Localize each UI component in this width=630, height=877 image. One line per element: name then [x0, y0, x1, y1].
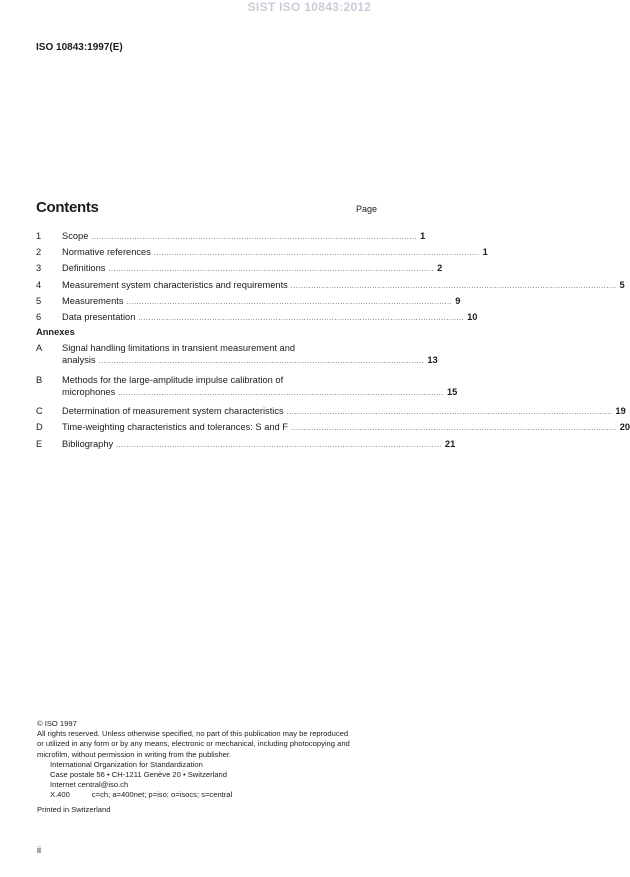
- annex-entry-e[interactable]: [36, 437, 456, 453]
- toc-entry-number: D: [36, 422, 43, 433]
- printed-in: Printed in Switzerland: [37, 804, 111, 814]
- page-folio: ii: [37, 845, 41, 855]
- table-of-contents: [36, 229, 630, 453]
- leader-dots: ................................................................................................................................: [91, 234, 418, 241]
- toc-entry-title: Data presentation: [62, 311, 136, 322]
- toc-entry-title: Methods for the large-amplitude impulse calibration of: [62, 374, 284, 385]
- toc-entry-number: B: [36, 374, 43, 385]
- toc-entry-title: Measurement system characteristics and requirements: [62, 279, 288, 290]
- toc-entry-page: 21: [444, 438, 456, 449]
- copyright-notice: © ISO 1997: [37, 719, 77, 728]
- annex-entry-c[interactable]: [36, 404, 626, 420]
- leader-dots: ................................................................................................................................: [290, 425, 617, 433]
- toc-entry-number: A: [36, 343, 43, 354]
- page-column-label: Page: [356, 204, 378, 214]
- toc-entry-title: Determination of measurement system characteristics: [62, 406, 284, 417]
- toc-entry-6[interactable]: [36, 310, 478, 326]
- toc-entry-number: 2: [36, 247, 42, 258]
- toc-entry-page: 5: [619, 279, 625, 290]
- toc-entry-page: 1: [420, 231, 426, 241]
- leader-dots: ................................................................................................................................: [98, 358, 425, 366]
- address-line: Case postale 56 • CH-1211 Genève 20 • Switzerland: [50, 770, 227, 780]
- leader-dots: ................................................................................................................................: [108, 266, 435, 274]
- toc-entry-title: Measurements: [62, 295, 124, 306]
- toc-entry-page: 15: [446, 386, 458, 397]
- toc-entry-number: 3: [36, 263, 42, 274]
- toc-entry-title: Signal handling limitations in transient measurement and: [62, 343, 296, 354]
- leader-dots: ................................................................................................................................: [116, 441, 442, 449]
- rights-line: All rights reserved. Unless otherwise specified, no part of this publication may be reproduced: [37, 729, 349, 739]
- toc-entry-number: C: [36, 406, 43, 417]
- contents-title: Contents: [36, 199, 99, 216]
- toc-entry-title: Scope: [62, 231, 89, 241]
- toc-entry-5[interactable]: [36, 294, 461, 310]
- toc-entry-4[interactable]: [36, 278, 625, 294]
- x400-line: [50, 790, 350, 800]
- toc-entry-number: 5: [36, 295, 42, 306]
- rights-line: microfilm, without permission in writing from the publisher.: [37, 749, 232, 759]
- toc-entry-page: 1: [482, 247, 488, 258]
- leader-dots: ................................................................................................................................: [126, 298, 453, 306]
- toc-entry-page: 19: [615, 406, 626, 417]
- leader-dots: ................................................................................................................................: [286, 409, 613, 417]
- toc-entry-page: 9: [455, 295, 461, 306]
- toc-entry-title: Definitions: [62, 263, 106, 274]
- toc-entry-title: Normative references: [62, 247, 151, 258]
- leader-dots: ................................................................................................................................: [153, 250, 480, 258]
- copyright-block: [37, 719, 350, 815]
- annex-entry-d[interactable]: [36, 420, 630, 436]
- toc-entry-page: 13: [427, 355, 438, 366]
- toc-entry-3[interactable]: [36, 261, 443, 277]
- rights-line: or utilized in any form or by any means, electronic or mechanical, including photocopying and: [37, 739, 350, 749]
- toc-entry-number: 1: [36, 231, 42, 241]
- leader-dots: ................................................................................................................................: [118, 389, 444, 397]
- leader-dots: ................................................................................................................................: [290, 282, 617, 290]
- x400-label: X.400: [50, 790, 70, 800]
- watermark: SIST ISO 10843:2012: [247, 0, 372, 14]
- toc-entry-page: 2: [437, 263, 443, 274]
- toc-entry-title-continued: analysis: [62, 355, 96, 366]
- toc-entry-2[interactable]: [36, 245, 488, 261]
- toc-entry-page: 10: [467, 311, 478, 322]
- x400-value: c=ch; a=400net; p=iso; o=isocs; s=central: [91, 790, 233, 800]
- annex-entry-a[interactable]: [36, 341, 438, 373]
- toc-entry-number: 6: [36, 311, 42, 322]
- annexes-heading: Annexes: [36, 327, 75, 338]
- standard-number: ISO 10843:1997(E): [36, 42, 123, 53]
- leader-dots: ................................................................................................................................: [138, 314, 465, 322]
- toc-entry-1[interactable]: [36, 229, 426, 245]
- toc-entry-title-continued: microphones: [62, 386, 116, 397]
- toc-entry-title: Bibliography: [62, 438, 114, 449]
- toc-entry-number: 4: [36, 279, 42, 290]
- address-line: International Organization for Standardization: [50, 759, 203, 769]
- toc-entry-title: Time-weighting characteristics and tolerances: S and F: [62, 422, 288, 433]
- annex-entry-b[interactable]: [36, 373, 458, 405]
- toc-entry-page: 20: [619, 422, 630, 433]
- internet-line[interactable]: Internet central@iso.ch: [50, 780, 129, 790]
- toc-entry-number: E: [36, 438, 43, 449]
